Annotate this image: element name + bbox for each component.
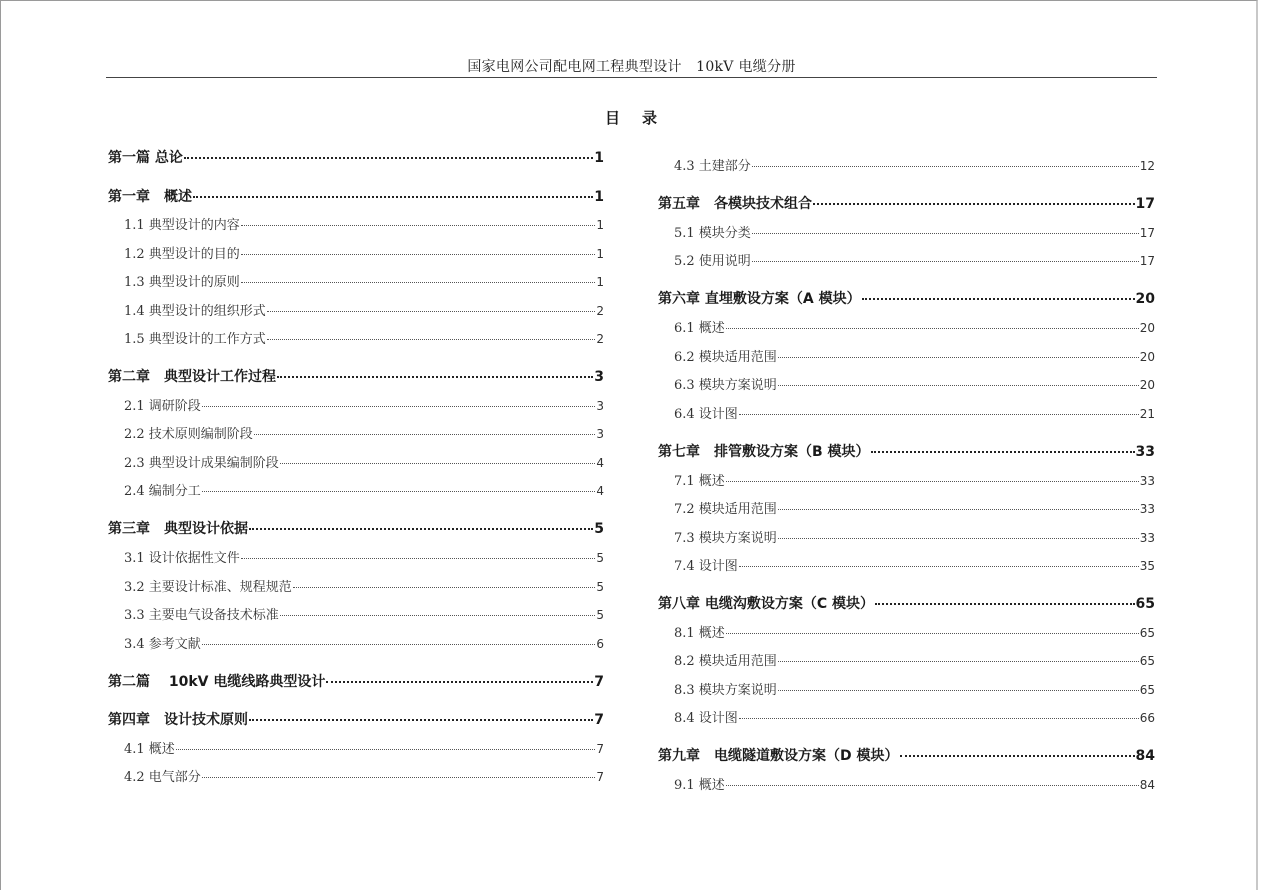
toc-page-number: 17 [1139,226,1155,240]
toc-page-number: 7 [594,712,604,728]
toc-section-entry[interactable] [658,346,1155,365]
toc-dot-leader [778,385,1139,386]
toc-chapter-entry[interactable] [108,709,604,729]
toc-dot-leader [726,633,1139,634]
toc-dot-leader [778,357,1139,358]
toc-entry-label: 2.1 调研阶段 [124,399,201,414]
toc-chapter-entry[interactable] [108,186,604,206]
toc-section-entry[interactable] [108,604,604,623]
toc-dot-leader [739,414,1139,415]
toc-entry-label: 5.2 使用说明 [674,254,751,269]
toc-page-number: 7 [596,742,604,756]
toc-entry-label: 3.4 参考文献 [124,637,201,652]
toc-section-entry[interactable] [658,527,1155,546]
toc-dot-leader [778,690,1139,691]
toc-page-number: 65 [1139,654,1155,668]
toc-section-entry[interactable] [658,707,1155,726]
toc-section-entry[interactable] [108,766,604,785]
toc-page-number: 17 [1139,254,1155,268]
toc-page-number: 33 [1139,531,1155,545]
toc-section-entry[interactable] [658,622,1155,641]
toc-entry-label: 3.3 主要电气设备技术标准 [124,608,279,623]
toc-dot-leader [241,254,596,255]
toc-chapter-entry[interactable] [658,288,1155,308]
toc-entry-label: 1.1 典型设计的内容 [124,218,240,233]
toc-entry-label: 1.4 典型设计的组织形式 [124,304,266,319]
toc-page-number: 84 [1139,778,1155,792]
toc-dot-leader [739,718,1139,719]
toc-entry-label: 第三章 典型设计依据 [108,521,248,537]
toc-page-number: 3 [596,399,604,413]
toc-dot-leader [752,166,1139,167]
toc-entry-label: 1.3 典型设计的原则 [124,275,240,290]
toc-page-number: 3 [596,427,604,441]
toc-dot-leader [726,785,1139,786]
toc-page-number: 4 [596,456,604,470]
toc-dot-leader [241,558,596,559]
toc-section-entry[interactable] [658,470,1155,489]
toc-page-number: 33 [1139,502,1155,516]
toc-entry-label: 第八章 电缆沟敷设方案（C 模块） [658,596,875,612]
toc-page-number: 4 [596,484,604,498]
toc-title: 目录 [604,109,679,127]
toc-entry-label: 6.3 模块方案说明 [674,378,777,393]
toc-page-number: 1 [596,247,604,261]
toc-page-number: 66 [1139,711,1155,725]
toc-entry-label: 5.1 模块分类 [674,226,751,241]
toc-page-number: 5 [596,608,604,622]
toc-page-number: 65 [1135,596,1155,612]
toc-dot-leader [726,481,1139,482]
toc-page-number: 65 [1139,626,1155,640]
toc-dot-leader [862,298,1135,300]
toc-chapter-entry[interactable] [108,366,604,386]
toc-dot-leader [277,376,593,378]
toc-page-number: 1 [594,150,604,166]
toc-section-entry[interactable] [108,576,604,595]
toc-entry-label: 4.2 电气部分 [124,770,201,785]
toc-dot-leader [726,328,1139,329]
toc-page-number: 17 [1135,196,1155,212]
toc-dot-leader [778,538,1139,539]
toc-dot-leader [778,661,1139,662]
toc-page-number: 35 [1139,559,1155,573]
toc-chapter-entry[interactable] [658,441,1155,461]
toc-page-number: 1 [596,275,604,289]
toc-entry-label: 8.4 设计图 [674,711,738,726]
toc-entry-label: 7.3 模块方案说明 [674,531,777,546]
toc-page-number: 1 [596,218,604,232]
toc-entry-label: 第六章 直埋敷设方案（A 模块） [658,291,861,307]
toc-dot-leader [875,603,1134,605]
toc-dot-leader [778,509,1139,510]
toc-entry-label: 第五章 各模块技术组合 [658,196,812,212]
toc-section-entry[interactable] [658,774,1155,793]
toc-dot-leader [202,777,596,778]
running-header: 国家电网公司配电网工程典型设计 10kV 电缆分册 [467,59,796,75]
toc-section-entry[interactable] [658,317,1155,336]
toc-entry-label: 第二章 典型设计工作过程 [108,369,276,385]
toc-section-entry[interactable] [108,547,604,566]
toc-entry-label: 2.2 技术原则编制阶段 [124,427,253,442]
toc-entry-label: 第一篇 总论 [108,150,183,166]
toc-entry-label: 7.4 设计图 [674,559,738,574]
toc-section-entry[interactable] [658,498,1155,517]
toc-page-number: 5 [596,580,604,594]
toc-page-number: 3 [594,369,604,385]
toc-section-entry[interactable] [108,395,604,414]
toc-section-entry[interactable] [658,679,1155,698]
toc-entry-label: 3.2 主要设计标准、规程规范 [124,580,292,595]
toc-section-entry[interactable] [108,214,604,233]
toc-entry-label: 8.1 概述 [674,626,725,641]
toc-entry-label: 6.2 模块适用范围 [674,350,777,365]
toc-entry-label: 第七章 排管敷设方案（B 模块） [658,444,870,460]
toc-dot-leader [241,282,596,283]
toc-dot-leader [249,719,593,721]
toc-section-entry[interactable] [108,271,604,290]
toc-dot-leader [267,339,596,340]
toc-section-entry[interactable] [658,403,1155,422]
header-rule [106,77,1157,78]
toc-entry-label: 7.1 概述 [674,474,725,489]
toc-entry-label: 4.3 土建部分 [674,159,751,174]
toc-dot-leader [202,491,596,492]
toc-section-entry[interactable] [108,243,604,262]
toc-page-number: 2 [596,332,604,346]
toc-chapter-entry[interactable] [658,193,1155,213]
toc-entry-label: 2.3 典型设计成果编制阶段 [124,456,279,471]
toc-entry-label: 第九章 电缆隧道敷设方案（D 模块） [658,748,899,764]
toc-dot-leader [900,755,1135,757]
toc-page-number: 84 [1135,748,1155,764]
toc-section-entry[interactable] [108,633,604,652]
toc-section-entry[interactable] [658,250,1155,269]
toc-page-number: 65 [1139,683,1155,697]
toc-chapter-entry[interactable] [108,518,604,538]
toc-entry-label: 第一章 概述 [108,189,192,205]
toc-page-number: 20 [1139,350,1155,364]
toc-section-entry[interactable] [108,423,604,442]
toc-entry-label: 1.5 典型设计的工作方式 [124,332,266,347]
toc-dot-leader [241,225,596,226]
toc-section-entry[interactable] [108,738,604,757]
toc-entry-label: 3.1 设计依据性文件 [124,551,240,566]
toc-entry-label: 8.3 模块方案说明 [674,683,777,698]
toc-entry-label: 6.4 设计图 [674,407,738,422]
toc-dot-leader [871,451,1135,453]
toc-dot-leader [249,528,593,530]
toc-entry-label: 2.4 编制分工 [124,484,201,499]
toc-entry-label: 第二篇 10kV 电缆线路典型设计 [108,674,326,690]
toc-dot-leader [280,615,596,616]
toc-dot-leader [176,749,596,750]
toc-entry-label: 第四章 设计技术原则 [108,712,248,728]
toc-dot-leader [202,406,596,407]
toc-dot-leader [752,261,1139,262]
toc-chapter-entry[interactable] [658,745,1155,765]
toc-entry-label: 1.2 典型设计的目的 [124,247,240,262]
toc-chapter-entry[interactable] [108,147,604,167]
toc-page-number: 7 [596,770,604,784]
toc-dot-leader [193,196,593,198]
toc-entry-label: 6.1 概述 [674,321,725,336]
toc-page-number: 5 [594,521,604,537]
toc-dot-leader [752,233,1139,234]
toc-page-number: 5 [596,551,604,565]
toc-entry-label: 8.2 模块适用范围 [674,654,777,669]
toc-dot-leader [267,311,596,312]
toc-chapter-entry[interactable] [108,671,604,691]
toc-section-entry[interactable] [108,480,604,499]
toc-page-number: 33 [1139,474,1155,488]
toc-page-number: 20 [1139,378,1155,392]
toc-entry-label: 9.1 概述 [674,778,725,793]
toc-dot-leader [202,644,596,645]
toc-entry-label: 7.2 模块适用范围 [674,502,777,517]
toc-dot-leader [254,434,596,435]
toc-page-number: 7 [594,674,604,690]
toc-section-entry[interactable] [658,650,1155,669]
toc-section-entry[interactable] [658,374,1155,393]
toc-page-number: 20 [1135,291,1155,307]
toc-section-entry[interactable] [658,155,1155,174]
toc-dot-leader [280,463,596,464]
toc-entry-label: 4.1 概述 [124,742,175,757]
toc-section-entry[interactable] [108,328,604,347]
toc-chapter-entry[interactable] [658,593,1155,613]
toc-page-number: 2 [596,304,604,318]
toc-page-number: 12 [1139,159,1155,173]
toc-dot-leader [184,157,593,159]
toc-dot-leader [813,203,1135,205]
toc-page-number: 1 [594,189,604,205]
toc-page-number: 33 [1135,444,1155,460]
toc-page-number: 6 [596,637,604,651]
toc-section-entry[interactable] [658,222,1155,241]
toc-page-number: 20 [1139,321,1155,335]
toc-dot-leader [326,681,593,683]
toc-dot-leader [739,566,1139,567]
toc-section-entry[interactable] [658,555,1155,574]
toc-dot-leader [293,587,596,588]
toc-page-number: 21 [1139,407,1155,421]
toc-section-entry[interactable] [108,300,604,319]
toc-section-entry[interactable] [108,452,604,471]
